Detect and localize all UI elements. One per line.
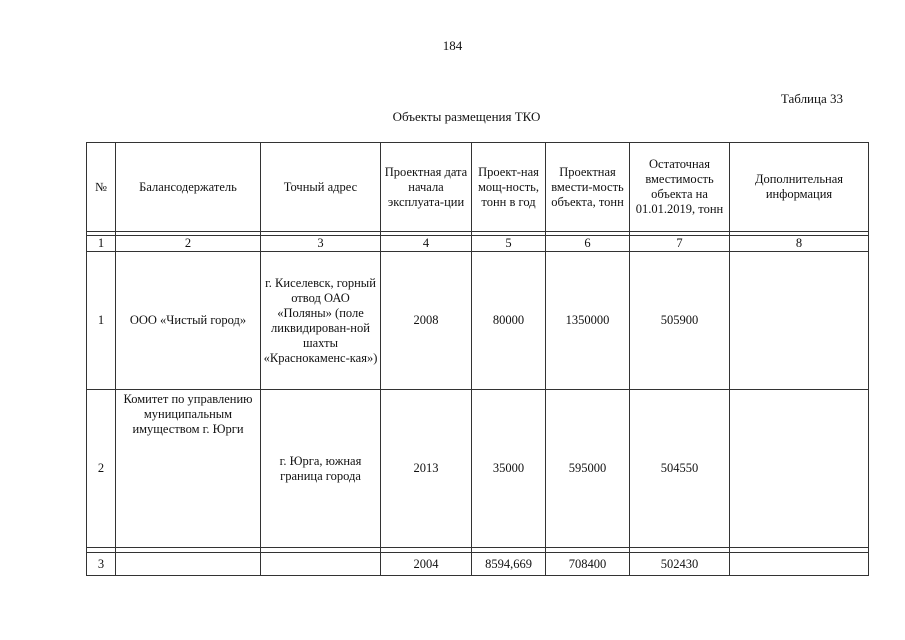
address-cell: г. Киселевск, горный отвод ОАО «Поляны» (поле ликвидирован-ной шахты «Краснокаменс-кая») bbox=[261, 252, 381, 390]
table-row bbox=[87, 252, 869, 390]
address-cell: г. Юрга, южная граница города bbox=[261, 390, 381, 548]
column-header-remaining: Остаточная вместимость объекта на 01.01.2019, тонн bbox=[630, 143, 730, 232]
remaining-cell: 504550 bbox=[630, 390, 730, 548]
column-header-volume: Проектная вмести-мость объекта, тонн bbox=[546, 143, 630, 232]
info-cell bbox=[730, 553, 869, 576]
row-number: 1 bbox=[87, 252, 116, 390]
volume-cell: 708400 bbox=[546, 553, 630, 576]
holder-cell: Комитет по управлению муниципальным имуществом г. Юрги bbox=[116, 390, 261, 548]
row-number: 3 bbox=[87, 553, 116, 576]
column-number: 6 bbox=[546, 236, 630, 252]
column-number: 4 bbox=[381, 236, 472, 252]
column-number: 1 bbox=[87, 236, 116, 252]
column-header-start-date: Проектная дата начала эксплуата-ции bbox=[381, 143, 472, 232]
column-header-number: № bbox=[87, 143, 116, 232]
waste-sites-table bbox=[86, 142, 869, 576]
capacity-cell: 35000 bbox=[472, 390, 546, 548]
holder-cell: ООО «Чистый город» bbox=[116, 252, 261, 390]
table-row bbox=[87, 553, 869, 576]
volume-cell: 595000 bbox=[546, 390, 630, 548]
start-date-cell: 2004 bbox=[381, 553, 472, 576]
table-row bbox=[87, 390, 869, 548]
table-header-row bbox=[87, 143, 869, 232]
remaining-cell: 502430 bbox=[630, 553, 730, 576]
start-date-cell: 2008 bbox=[381, 252, 472, 390]
capacity-cell: 80000 bbox=[472, 252, 546, 390]
table-label: Таблица 33 bbox=[780, 91, 843, 106]
column-header-info: Дополнительная информация bbox=[730, 143, 869, 232]
table-title: Объекты размещения ТКО bbox=[392, 109, 541, 124]
column-number: 2 bbox=[116, 236, 261, 252]
row-number: 2 bbox=[87, 390, 116, 548]
column-header-address: Точный адрес bbox=[261, 143, 381, 232]
holder-cell bbox=[116, 553, 261, 576]
info-cell bbox=[730, 390, 869, 548]
remaining-cell: 505900 bbox=[630, 252, 730, 390]
page-number: 184 bbox=[442, 38, 463, 53]
column-number-row bbox=[87, 236, 869, 252]
address-cell bbox=[261, 553, 381, 576]
info-cell bbox=[730, 252, 869, 390]
start-date-cell: 2013 bbox=[381, 390, 472, 548]
column-number: 8 bbox=[730, 236, 869, 252]
capacity-cell: 8594,669 bbox=[472, 553, 546, 576]
column-number: 7 bbox=[630, 236, 730, 252]
column-number: 5 bbox=[472, 236, 546, 252]
column-number: 3 bbox=[261, 236, 381, 252]
column-header-holder: Балансодержатель bbox=[116, 143, 261, 232]
volume-cell: 1350000 bbox=[546, 252, 630, 390]
column-header-capacity: Проект-ная мощ-ность, тонн в год bbox=[472, 143, 546, 232]
